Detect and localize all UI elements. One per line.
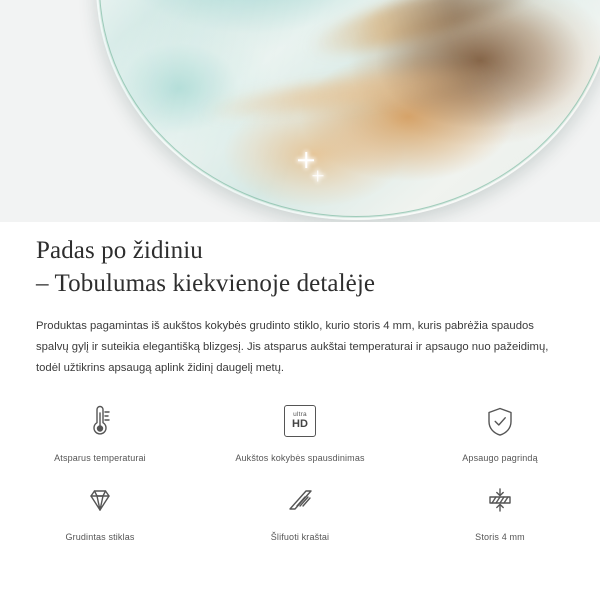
ultra-hd-badge-bottom: HD: [292, 418, 308, 431]
feature-polished-edges: [200, 469, 400, 542]
feature-label: Šlifuoti kraštai: [270, 532, 330, 542]
hero-image: [0, 0, 600, 222]
ultra-hd-icon: [277, 398, 323, 444]
feature-thickness: [400, 469, 600, 542]
diamond-icon: [77, 477, 123, 523]
page-title: [0, 222, 600, 300]
feature-grid: [0, 390, 600, 542]
description-paragraph: Produktas pagamintas iš aukštos kokybės grudinto stiklo, kurio storis 4 mm, kuris pabrėžia spaudos spalvų gylį ir suteikia elegantišką blizgesį. Jis atsparus aukštai temperaturai ir apsaugo nuo pažeidimų, todėl užtikrins apsaugą aplink židinį daugelį metų.: [36, 320, 549, 374]
feature-print-quality: [200, 390, 400, 463]
shield-check-icon: [477, 398, 523, 444]
feature-row-2: [0, 469, 600, 542]
thickness-arrows-icon: [477, 477, 523, 523]
feature-label: Grudintas stiklas: [65, 532, 135, 542]
description-content: [0, 222, 600, 379]
feature-row-1: [0, 390, 600, 463]
feature-label: Aukštos kokybės spausdinimas: [235, 453, 365, 463]
ultra-hd-badge: [284, 405, 316, 437]
feature-label: Apsaugo pagrindą: [462, 453, 538, 463]
feature-surface-protection: [400, 390, 600, 463]
polished-edges-icon: [277, 477, 323, 523]
thermometer-icon: [77, 398, 123, 444]
feature-tempered-glass: [0, 469, 200, 542]
feature-label: Atsparus temperaturai: [54, 453, 146, 463]
ultra-hd-badge-top: ultra: [293, 410, 307, 418]
page-title-line-1: Padas po židiniu: [36, 237, 203, 264]
feature-temperature-resistant: [0, 390, 200, 463]
feature-label: Storis 4 mm: [475, 532, 525, 542]
page-title-line-2: – Tobulumas kiekvienoje detalėje: [36, 270, 376, 297]
